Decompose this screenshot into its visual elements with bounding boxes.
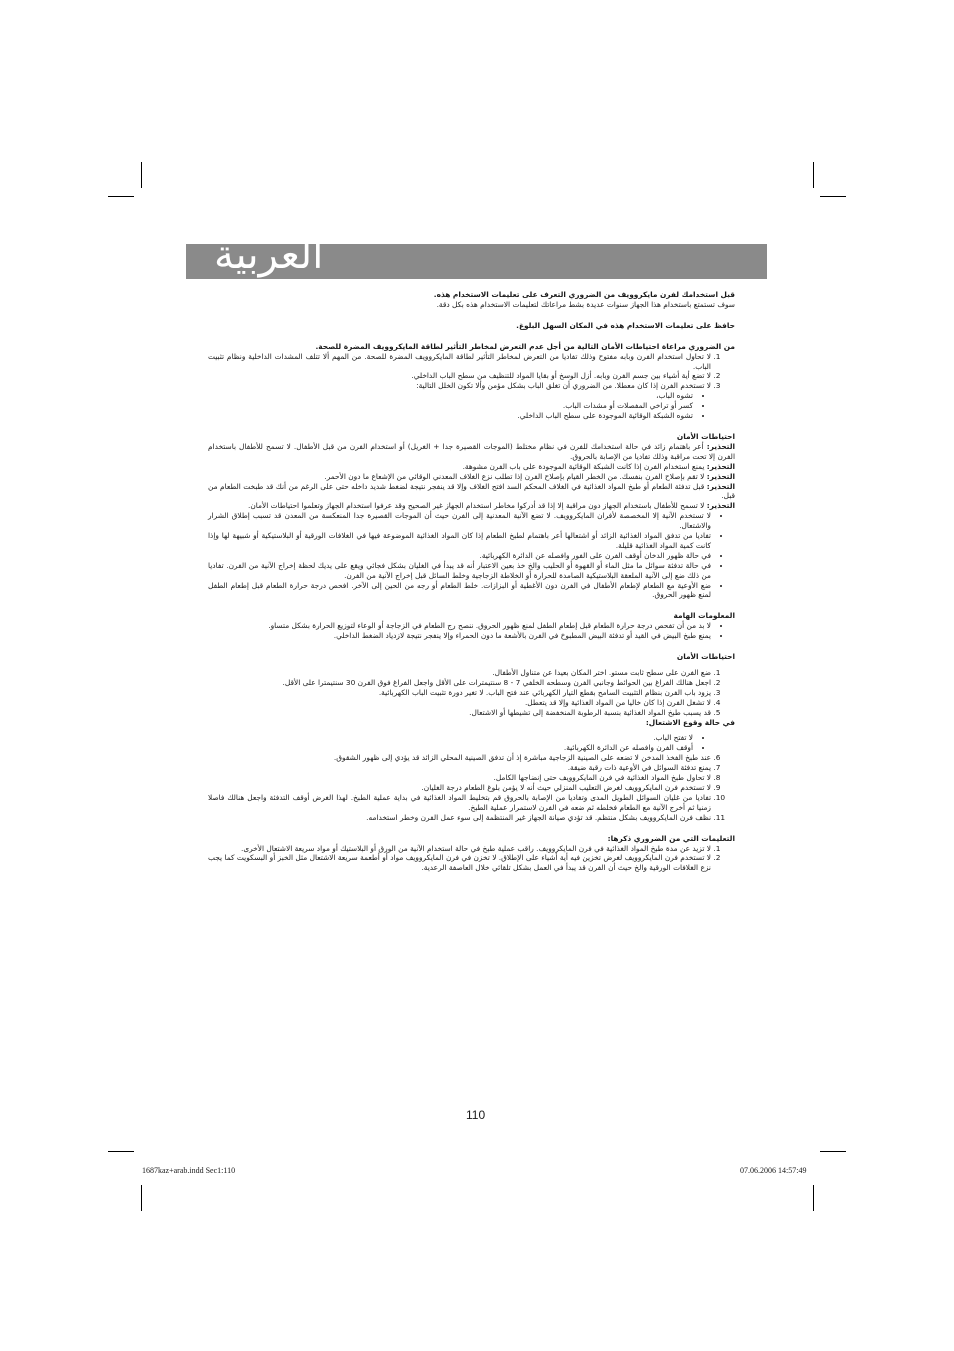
warning-text: لا تقم بإصلاح الفرن بنفسك. من الخطر القيام بإصلاح الفرن إذا تطلب نزع الغلاف المعدني الوقائي من الإشعاع ما دون الأحمر. <box>324 471 705 481</box>
intro-line-2: سوف تستمتع باستخدام هذا الجهاز سنوات عديدة بشط مراعاتك لتعليمات الاستخدام هذه بكل دقة. <box>436 299 735 309</box>
remember-list <box>208 844 735 874</box>
list-item: 2. لا تستخدم فرن المايكروويف لغرض تخزين فيه أية أشياء على الإطلاق. لا تخزن في فرن المايكروويف مواد أو أطعمة سريعة الاشتعال مثل الخبز أو البسكويت كما يجب نزع الغلافات الورقية والخ حيث أن الفرن قد يبدأ في العمل بشكل تلقائي خلال العاصفة الرعدية. <box>208 853 711 873</box>
list-item: 5. قد يسبب طبخ المواد الغذائية بنسبة الرطوبة المنخفضة إلى تشيطها أو الاشتعال. <box>208 708 711 718</box>
warning-paragraph <box>208 472 735 482</box>
list-item: • لا تفتح الباب. <box>208 733 693 743</box>
precautions-heading: من الضروري مراعاة احتياطات الأمان التالية من أجل عدم التعرض لمخاطر التأثير لطاقة المايكروويف المضرة للصحة. <box>315 341 735 351</box>
crop-mark <box>108 196 134 197</box>
list-item: • ضع الأوعية مع الطعام لإطعام الأطفال في الفرن دون الأغطية أو البزازات. خلط الطعام أو رجه من الحين إلى الآخر. افحص درجة حرارة الطعام قبل إطعام الطفل لمنع ظهور الحروق. <box>208 581 711 601</box>
warning-paragraph <box>208 501 735 511</box>
manual-content <box>208 290 735 873</box>
door-defects-list <box>208 391 735 421</box>
list-item: • تشوه الباب، <box>208 391 693 401</box>
footer-file-info: 1687kaz+arab.indd Sec1:110 <box>142 1166 236 1175</box>
important-bullets <box>208 621 735 641</box>
warning-paragraph <box>208 442 735 462</box>
warning-label: التحذير: <box>706 441 735 451</box>
important-heading: المعلومات الهامة <box>673 611 735 621</box>
list-item: 10. تفاديا من غليان السوائل الطويل المدى وتفاديا من الإصابة بالحروق قم بتخليط المواد الغذائية في بداية عملية الطبخ. لهذا الغرض أوقف التدفئة واجعل هنالك فاصلا زمنيا ثم أخرج الآنية مع الطعام فخلطه ثم ضعه في الفرن لاستمرار عملية الطبخ. <box>208 793 711 813</box>
language-banner <box>186 232 767 279</box>
fire-bullets <box>208 733 735 753</box>
list-item: 1. لا تزيد عن مدة طبخ المواد الغذائية في فرن المايكروويف. راقب عملية طبخ في حالة استخدام الآنية من الورق أو البلاستيك أو مواد سريعة الاشتعال الأخرى. <box>208 844 711 854</box>
list-item: 2. اجعل هنالك الفراغ بين الحوائط وجانبي الفرن وسطحه الخلفي 7 - 8 سنتيمترات على الأقل واجعل الفراغ فوق الفرن 30 سنتيمترا على الأقل. <box>208 678 711 688</box>
list-item: 1. لا تحاول استخدام الفرن وبابه مفتوح وذلك تفاديا من التعرض لمخاطر التأثير لطاقة المايكروويف المضرة للصحة. من المهم ألا تتلف المشدات الداخلية ونظام تثبيت الباب. <box>208 352 711 372</box>
list-item: • يمنع طبخ البيض في القيد أو تدفئة البيض المطبوخ في الفرن بالأشعة ما دون الحمراء وإلا ينفجر نتيجة لازدياد الضغط الداخلي. <box>208 631 711 641</box>
crop-mark <box>813 162 814 188</box>
list-item: 9. لا تستخدم فرن المايكروويف لغرض التعليب المنزلي حيث أنه لا يؤمن بلوغ الطعام درجة الغليان. <box>208 783 711 793</box>
crop-mark <box>141 1185 142 1211</box>
safety-heading-1: احتياطات الأمان <box>676 431 735 441</box>
list-item: • أوقف الفرن وافصله عن الدائرة الكهربائية. <box>208 743 693 753</box>
warning-paragraph <box>208 482 735 502</box>
crop-mark <box>108 1151 134 1152</box>
list-item: 1. ضع الفرن على سطح ثابت مستو. اختر المكان بعيدا عن متناول الأطفال. <box>208 668 711 678</box>
keep-instructions: حافظ على تعليمات الاستخدام هذه في المكان السهل البلوغ. <box>516 320 735 330</box>
list-item: • لا بد من أن تفحص درجة حرارة الطعام قبل إطعام الطفل لمنع ظهور الحروق. ننصح رج الطعام في الزجاجة أو الوعاء لتوزيع الحرارة بشكل متساو. <box>208 621 711 631</box>
warning-label: التحذير: <box>706 481 735 491</box>
safety-bullets <box>208 511 735 600</box>
warning-label: التحذير: <box>706 471 735 481</box>
list-item: • كسر أو تراخي المفصلات أو مشدات الباب. <box>208 401 693 411</box>
list-item: • لا تستخدم الآنية إلا المخصصة لأفران المايكروويف. لا تضع الآنية المعدنية إلى الفرن حيث أن الموجات القصيرة جدا المنعكسة من المعدن قد تسبب إطلاق الشرار والاشتعال. <box>208 511 711 531</box>
list-item: • في حالة ظهور الدخان أوقف الفرن على الفور وافصله عن الدائرة الكهربائية. <box>208 551 711 561</box>
warning-label: التحذير: <box>706 461 735 471</box>
list-item: 6. عند طبخ الفخذ المدخن لا تضعه على الصينية الزجاجية مباشرة إذ أن تدفق الصينية المحلي الزائد قد يؤدي إلى ظهور الشقوق. <box>208 753 711 763</box>
intro-line-1: قبل استخدامك لفرن مايكروويف من الضروري التعرف على تعليمات الاستخدام هذه. <box>433 290 735 299</box>
warning-text: قبل تدفئة الطعام أو طبخ المواد الغذائية في الغلاف المحكم السد افتح الغلاف وإلا قد ينفجر نتيجة لضغط شديد داخله حتى على الرغم من أنك قد طبخت الطعام من قبل. <box>208 481 735 501</box>
safety-list <box>208 668 735 718</box>
fire-heading: في حالة وقوع الاشتعال: <box>645 717 735 727</box>
warning-text: لا تسمح للأطفال باستخدام الجهاز دون مراقبة إلا إذا قد أدركوا مخاطر استخدام الجهاز غير الصحيح وقد عرفوا استخدام الجهاز وتعلموا احتياطات الأمان. <box>248 501 705 511</box>
list-item: • تفاديا من تدفق المواد الغذائية الزائد أو اشتعالها أعر باهتمام لطبخ الطعام إذا كان المواد الغذائية الموضوعة فيها في الغلافات الورقية أو البلاستيكية أو شبيهة لها وإذا كانت كمية المواد الغذائية قليلة. <box>208 531 711 551</box>
remember-heading: التعليمات التي من الضروري ذكرها: <box>607 833 735 843</box>
warning-text: يمنع استخدام الفرن إذا كانت الشبكة الوقائية الموجودة على باب الفرن مشوهة. <box>462 461 705 471</box>
footer-datetime: 07.06.2006 14:57:49 <box>740 1166 807 1175</box>
page-number: 110 <box>466 1108 486 1122</box>
list-item: 3. يزود باب الفرن بنظام التثبيت السامح بقطع التيار الكهربائي عند فتح الباب. لا تغير دورة تثبيت الباب الكهربائية. <box>208 688 711 698</box>
crop-mark <box>820 1151 846 1152</box>
crop-mark <box>820 196 846 197</box>
page-title: العربية <box>214 232 324 278</box>
crop-mark <box>813 1185 814 1211</box>
list-item: 7. يمنع تدفئة السوائل في الأوعية ذات رقبة ضيقة. <box>208 763 711 773</box>
precautions-list <box>208 352 735 392</box>
list-item: 4. لا تشغل الفرن إذا كان خاليا من المواد الغذائية وإلا قد يتعطل. <box>208 698 711 708</box>
list-item: 8. لا تحاول طبخ المواد الغذائية في فرن المايكروويف حتى إنضاجها الكامل. <box>208 773 711 783</box>
list-item: • تشوه الشبكة الوقائية الموجودة على سطح الباب الداخلي. <box>208 411 693 421</box>
warning-label: التحذير: <box>706 501 735 511</box>
list-item: 2. لا تضع أية أشياء بين جسم الفرن وبابه. أزل الوسخ أو بقايا المواد للتنظيف من سطح الباب الداخلي. <box>208 371 711 381</box>
list-item: • في حالة تدفئة سوائل ما مثل الماء أو القهوة أو الحليب والخ خذ بعين الاعتبار أنه قد يبدأ في الغليان بشكل فجائي ويقع على يديك لحظة إخراج الآنية من الفرن. تفاديا من ذلك ضع إلى الآنية الملعقة البلاستيكية الصامدة للحرارة أو الخلاطة الزجاجية وخلط السائل قبل إخراج الآنية من الفرن. <box>208 561 711 581</box>
list-item: 3. لا تستخدم الفرن إذا كان معطلا. من الضروري أن تغلق الباب بشكل مؤمن وألا تكون الخلل التالية: <box>208 381 711 391</box>
warning-text: أعر باهتمام زائد في حالة استخدامك للفرن في نظام مختلط (الموجات القصيرة جدا + الغريل) أو استخدام الفرن من قبل الأطفال. لا تسمح للأطفال باستخدام الفرن إلا تحت مراقبة وذلك تفاديا من الإصابة بالحروق. <box>208 441 735 461</box>
crop-mark <box>141 162 142 188</box>
warning-paragraph <box>208 462 735 472</box>
safety-list-continued <box>208 753 735 822</box>
safety-heading-2: احتياطات الأمان <box>676 652 735 662</box>
list-item: 11. نظف فرن المايكروويف بشكل منتظم. قد تؤدي صيانة الجهاز غير المنتظمة إلى سوء عمل الفرن وخطر استخدامه. <box>208 813 711 823</box>
